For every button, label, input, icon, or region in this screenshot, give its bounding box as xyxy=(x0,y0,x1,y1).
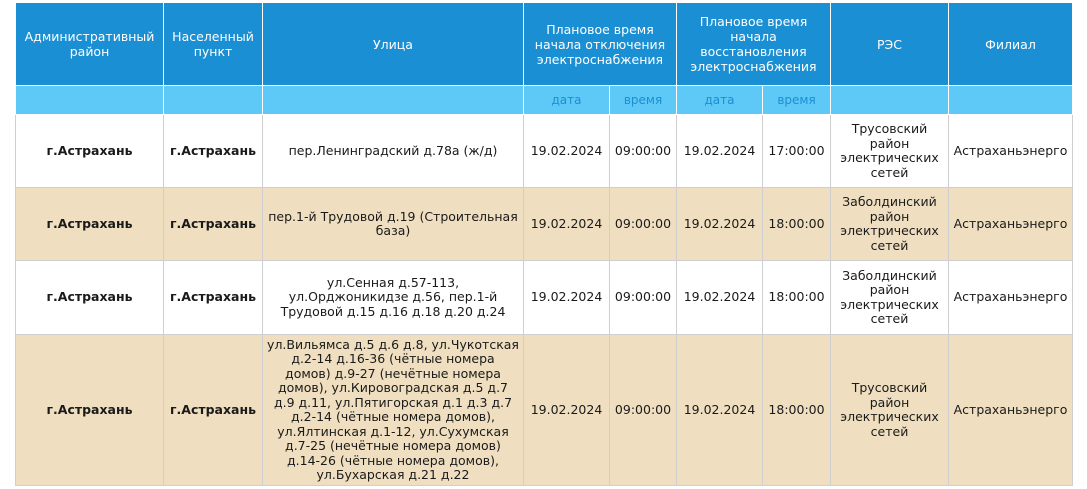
cell-locality: г.Астрахань xyxy=(164,335,263,486)
subheader-date-on[interactable]: дата xyxy=(677,86,763,115)
cell-off-time: 09:00:00 xyxy=(610,115,677,188)
cell-district: г.Астрахань xyxy=(16,115,164,188)
table-row xyxy=(16,335,1073,486)
subheader-empty xyxy=(949,86,1073,115)
subheader-row xyxy=(16,86,1073,115)
table-row xyxy=(16,261,1073,335)
cell-branch: Астраханьэнерго xyxy=(949,335,1073,486)
cell-branch: Астраханьэнерго xyxy=(949,115,1073,188)
header-row xyxy=(16,3,1073,86)
cell-off-date: 19.02.2024 xyxy=(524,261,610,335)
table-row xyxy=(16,115,1073,188)
cell-district: г.Астрахань xyxy=(16,335,164,486)
cell-res: Заболдинский район электрических сетей xyxy=(831,188,949,261)
subheader-empty xyxy=(831,86,949,115)
subheader-empty xyxy=(16,86,164,115)
cell-res: Заболдинский район электрических сетей xyxy=(831,261,949,335)
outage-table xyxy=(15,2,1073,486)
cell-on-date: 19.02.2024 xyxy=(677,188,763,261)
cell-street: ул.Вильямса д.5 д.6 д.8, ул.Чукотская д.2-14 д.16-36 (чётные номера домов) д.9-27 (нечётные номера домов), ул.Кировоградская д.5 д.7 д.9 д.11, ул.Пятигорская д.1 д.3 д.7 д.2-14 (чётные номера домов), ул.Ялтинская д.1-12, ул.Сухумская д.7-25 (нечётные номера домов) д.14-26 (чётные номера домов), ул.Бухарская д.21 д.22 xyxy=(263,335,524,486)
cell-on-time: 18:00:00 xyxy=(763,261,831,335)
col-header-outage-start[interactable]: Плановое время начала отключения электроснабжения xyxy=(524,3,677,86)
subheader-time-on[interactable]: время xyxy=(763,86,831,115)
cell-street: пер.1-й Трудовой д.19 (Строительная база) xyxy=(263,188,524,261)
cell-street: ул.Сенная д.57-113, ул.Орджоникидзе д.56, пер.1-й Трудовой д.15 д.16 д.18 д.20 д.24 xyxy=(263,261,524,335)
cell-locality: г.Астрахань xyxy=(164,115,263,188)
col-header-restore-start[interactable]: Плановое время начала восстановления электроснабжения xyxy=(677,3,831,86)
cell-on-time: 18:00:00 xyxy=(763,335,831,486)
cell-off-date: 19.02.2024 xyxy=(524,188,610,261)
subheader-date-off[interactable]: дата xyxy=(524,86,610,115)
col-header-res[interactable]: РЭС xyxy=(831,3,949,86)
cell-off-time: 09:00:00 xyxy=(610,188,677,261)
cell-locality: г.Астрахань xyxy=(164,261,263,335)
table-row xyxy=(16,188,1073,261)
cell-res: Трусовский район электрических сетей xyxy=(831,115,949,188)
subheader-time-off[interactable]: время xyxy=(610,86,677,115)
cell-off-time: 09:00:00 xyxy=(610,335,677,486)
col-header-locality[interactable]: Населенный пункт xyxy=(164,3,263,86)
cell-on-date: 19.02.2024 xyxy=(677,335,763,486)
cell-district: г.Астрахань xyxy=(16,188,164,261)
col-header-admin-district[interactable]: Административный район xyxy=(16,3,164,86)
cell-branch: Астраханьэнерго xyxy=(949,188,1073,261)
subheader-empty xyxy=(263,86,524,115)
cell-on-date: 19.02.2024 xyxy=(677,261,763,335)
cell-branch: Астраханьэнерго xyxy=(949,261,1073,335)
outage-schedule xyxy=(15,2,1072,486)
col-header-branch[interactable]: Филиал xyxy=(949,3,1073,86)
cell-res: Трусовский район электрических сетей xyxy=(831,335,949,486)
cell-district: г.Астрахань xyxy=(16,261,164,335)
cell-off-time: 09:00:00 xyxy=(610,261,677,335)
subheader-empty xyxy=(164,86,263,115)
cell-on-time: 17:00:00 xyxy=(763,115,831,188)
cell-on-time: 18:00:00 xyxy=(763,188,831,261)
cell-off-date: 19.02.2024 xyxy=(524,335,610,486)
col-header-street[interactable]: Улица xyxy=(263,3,524,86)
cell-locality: г.Астрахань xyxy=(164,188,263,261)
cell-street: пер.Ленинградский д.78а (ж/д) xyxy=(263,115,524,188)
cell-off-date: 19.02.2024 xyxy=(524,115,610,188)
cell-on-date: 19.02.2024 xyxy=(677,115,763,188)
